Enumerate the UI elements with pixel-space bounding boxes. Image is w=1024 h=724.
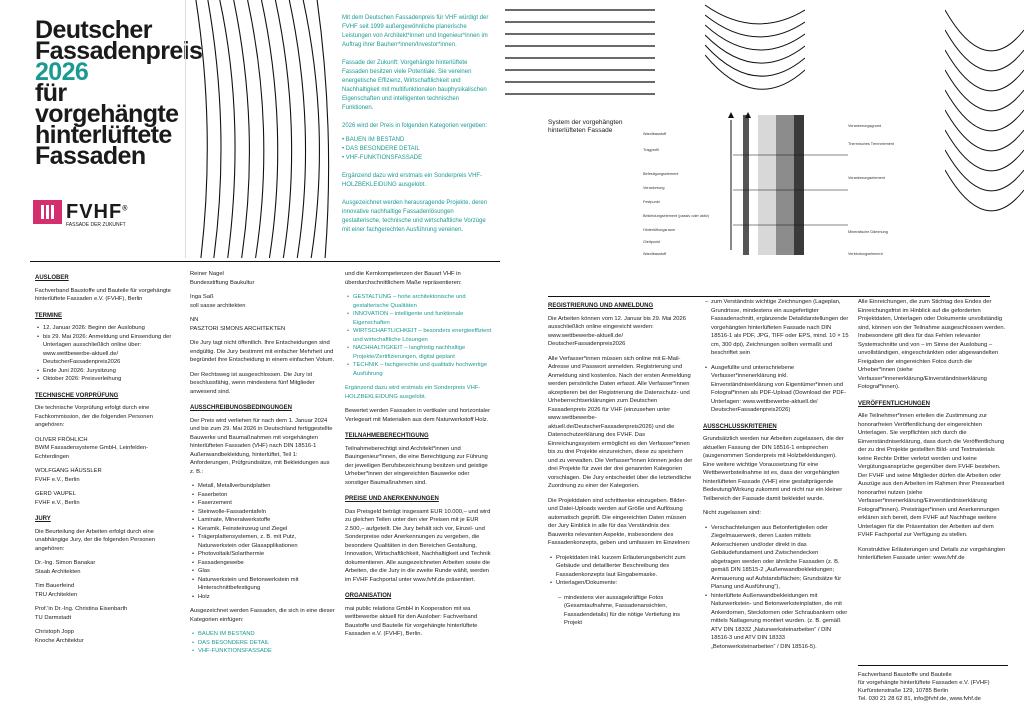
title-line: für	[35, 79, 67, 107]
list-item: – zum Verständnis wichtige Zeichnungen (Lageplan, Grundrisse, mindestens ein ausgefertigter Fassadenschnitt, ergänzende Detaildarstellungen der vorgehängten hinterlüfteten Fassade nach DIN 18516-1 als PDF, JPG, TIFF oder EPS, mind. 10 × 15 cm, 300 dpi), Zeichnungen sollten vermaßt und beschriftet sein	[703, 298, 849, 358]
paragraph: mai public relations GmbH in Kooperation mit wa wettbewerbe aktuell für den Auslober: Fachverband Baustoffe und Bauteile für vorgehängte hinterlüftete Fassaden e.V. (FVHF), Berlin.	[345, 605, 478, 637]
column-4	[548, 294, 694, 634]
title-year: 2026	[35, 58, 89, 86]
list-item: • Ende Juni 2026: Jurysitzung	[35, 367, 180, 376]
column-6	[858, 298, 1008, 569]
list-item: • 12. Januar 2026: Beginn der Auslobung	[35, 324, 180, 333]
list-item: • Faserzement	[190, 499, 335, 508]
section-heading: AUSLOBER	[35, 275, 69, 281]
list-item: • Ausgefüllte und unterschriebene Verfasser*innenerklärung inkl. Einverständniserklärung von Eigentümer*innen und Fotograf*innen als PDF-Upload (Download der PDF-Unterlagen: www.wettbewerbe-aktuell.de/ DeutscherFassadenpreis2026)	[703, 364, 849, 415]
list-item: • VHF-FUNKTIONSFASSADE	[190, 647, 335, 656]
diagram-tag: Hinterlüftungsraum	[643, 228, 676, 232]
materials-list	[190, 482, 335, 601]
paragraph: Der Preis wird verliehen für nach dem 1. Januar 2024 und bis zum 29. Mai 2026 in Deutschland fertiggestellte Bauwerke und Baumaßnahmen mit vorgehängten hinterlüfteten Fassaden (VHF) nach DIN 18516-1 Außenwandbekleidung, hinterlüftet, Teil 1: Anforderungen, Prüfgrundsätze, mit Bekleidungen aus z. B.:	[190, 417, 333, 475]
list-item: – mindestens vier aussagekräftige Fotos (Gesamtaufnahme, Fassadenansichten, Fassadendetails) für die nötige Vertiefung ins Projekt	[556, 594, 694, 628]
footer-line: Kurfürstenstraße 129, 10785 Berlin	[858, 688, 949, 694]
list-item: • Steinwolle-Fassadentafeln	[190, 508, 335, 517]
list-item: • Trägerplattensystemen, z. B. mit Putz, Naturwerkstein oder Glasapplikationen	[190, 533, 335, 550]
diagram-tag: Wandbaustoff	[643, 132, 667, 136]
diagram-tag: Bekleidungselement (passiv oder aktiv)	[643, 214, 710, 218]
intro-categories	[342, 136, 492, 163]
column-3	[345, 270, 493, 645]
list-item: • Naturwerkstein und Betonwerkstein mit Hinterschnittbefestigung	[190, 576, 335, 593]
documents-list	[703, 364, 849, 415]
paragraph: Alle Verfasser*innen müssen sich online mit E-Mail-Adresse und Passwort anmelden. Registrierung und Anmeldung sind kostenlos. Nach der ersten Anmeldung werden persönliche Daten erfasst. Alle Verfasser*innen akzeptieren bei der Registrierung die Datenschutz- und Urheberrechtserklärungen zum Deutschen Fassadenpreis 2026 für VHF (einzusehen unter www.wettbewerbe-aktuell.de/DeutscherFassadenpreis2026) und die Datenschutzerklärung des FVHF. Das Einreichungssystem ermöglicht es den Verfasser*innen bis zu drei Projekte einzureichen, diese zu speichern und zu verwalten. Die Verfasser*innen können jedes der drei Projekte für zwei der drei genannten Kategorien vorschlagen. Die Jury entscheidet über die letztendliche Zuordnung zu einer der Kategorien.	[548, 355, 693, 489]
intro-paragraph: Fassade der Zukunft: Vorgehängte hinterlüftete Fassaden besitzen viele Potentiale. Sie vereinen energetische Effizienz, Wirtschaftlichkeit und Nachhaltigkeit mit multifunktionalen bauphysikalischen Eigenschaften und intelligenten technischen Funktionen.	[342, 60, 487, 111]
section-heading: JURY	[35, 516, 51, 522]
person: Tim Bauerfeind TRU Architekten	[35, 583, 78, 598]
fvhf-logo	[33, 200, 129, 228]
exclusions-list	[703, 524, 849, 652]
diagram-tag: Befestigungselement	[643, 172, 679, 176]
paragraph: Die Beurteilung der Arbeiten erfolgt durch eine unabhängige Jury, der die folgenden Personen angehören:	[35, 528, 156, 552]
list-item: • Keramik, Feinsteinzeug und Ziegel	[190, 525, 335, 534]
page-title	[35, 16, 203, 170]
list-item: • Glas	[190, 567, 335, 576]
intro-text	[342, 14, 492, 244]
list-item: • DAS BESONDERE DETAIL	[190, 639, 335, 648]
section-heading: AUSSCHREIBUNGSBEDINGUNGEN	[190, 405, 293, 411]
person: Prof.'in Dr.-Ing. Christina Eisenbarth TU Darmstadt	[35, 606, 128, 621]
title-line: hinterlüftete	[35, 121, 172, 149]
diagram-tag: Mineralische Dämmung	[848, 230, 888, 234]
person: Inga Saß soll sasse architekten	[190, 294, 246, 309]
footer-line: für vorgehängte hinterlüftete Fassaden e.V. (FVHF)	[858, 680, 990, 686]
section-heading: TECHNISCHE VORPRÜFUNG	[35, 392, 119, 399]
person: WOLFGANG HÄUSSLER FVHF e.V., Berlin	[35, 468, 102, 483]
list-item: • VHF-FUNKTIONSFASSADE	[342, 154, 492, 163]
dates-list	[35, 324, 180, 384]
title-line: vorgehängte	[35, 100, 179, 128]
intro-paragraph: Ergänzend dazu wird erstmals ein Sonderpreis VHF-HOLZBEKLEIDUNG ausgelobt.	[342, 173, 483, 188]
sub-list	[556, 594, 694, 628]
title-line: Deutscher	[35, 16, 152, 44]
footer-line: Tel. 030 21 28 62 81, info@fvhf.de, www.fvhf.de	[858, 696, 981, 702]
list-item: • Projektdaten inkl. kurzem Erläuterungsbericht zum Gebäude und detaillierter Beschreibung des Fassadenkonzepts laut Eingabemaske.	[548, 554, 694, 580]
diagram-tag: Tragprofil	[643, 148, 659, 152]
list-item: • BAUEN IM BESTAND	[342, 136, 492, 145]
list-item: • Unterlagen/Dokumente:	[548, 579, 694, 588]
list-item: • Holz	[190, 593, 335, 602]
section-heading: TERMINE	[35, 312, 62, 319]
list-item: • Laminate, Mineralwerkstoffe	[190, 516, 335, 525]
section-heading: AUSSCHLUSSKRITERIEN	[703, 423, 777, 430]
section-heading: PREISE UND ANERKENNUNGEN	[345, 496, 439, 502]
logo-tagline: FASSADE DER ZUKUNFT	[66, 222, 126, 228]
section-heading: TEILNAHMEBERECHTIGUNG	[345, 433, 429, 439]
divider	[30, 261, 500, 262]
diagram-tag: Verankerungsgrund	[848, 124, 882, 128]
facade-section-icon	[548, 110, 888, 260]
column-1	[35, 266, 180, 651]
list-item: • WIRTSCHAFTLICHKEIT – besonders energieeffizient und wirtschaftliche Lösungen	[345, 327, 493, 344]
categories-list	[190, 630, 335, 656]
paragraph: Die Arbeiten können vom 12. Januar bis 29. Mai 2026 ausschließlich online eingereicht werden: www.wettbewerbe-aktuell.de/ DeutscherFassadenpreis2026	[548, 315, 686, 347]
paragraph: Die Jury tagt nicht öffentlich. Ihre Entscheidungen sind endgültig. Die Jury bestimmt mit einfacher Mehrheit und begründet ihre Entscheidung in einem einfachen Votum.	[190, 340, 335, 363]
intro-paragraph: Mit dem Deutschen Fassadenpreis für VHF würdigt der FVHF seit 1999 außergewöhnliche planerische Leistungen von Architekt*innen und Ingenieur*innen im Auftrag ihrer Bauherr*innen/Investor*innen.	[342, 15, 489, 48]
paragraph: Der Rechtsweg ist ausgeschlossen. Die Jury ist beschlussfähig, wenn mindestens fünf Mitglieder anwesend sind.	[190, 371, 315, 395]
list-item: • Metall, Metallverbundplatten	[190, 482, 335, 491]
paragraph: Konstruktive Erläuterungen und Details zur vorgehängten hinterlüfteten Fassade unter: www.fvhf.de	[858, 546, 1006, 561]
list-item: • Faserbeton	[190, 491, 335, 500]
diagram-tag: Verankerungselement	[848, 176, 885, 180]
paragraph: Ergänzend dazu wird erstmals ein Sonderpreis VHF-HOLZBEKLEIDUNG ausgelobt.	[345, 385, 481, 400]
paragraph: Ausgezeichnet werden Fassaden, die sich in eine dieser Kategorien einfügen:	[190, 608, 335, 623]
logo-word: FVHF®	[66, 200, 129, 223]
facade-diagram	[548, 110, 895, 260]
line-pattern-icon	[945, 0, 1024, 258]
column-2	[190, 270, 335, 662]
diagram-label: System der vorgehängten hinterlüfteten Fassade	[548, 119, 623, 134]
diagram-tag: Verankerung	[643, 186, 665, 190]
paragraph: Alle Einreichungen, die zum Stichtag des Endes der Einreichungsfrist im Hinblick auf die geforderten Projektdaten, Unterlagen oder Dokumente unvollständig sind, können von der Teilnahme ausgeschlossen werden. Insbesondere gilt dies für das Fehlen relevanter Systemschnitte und von – im Sinne der Auslobung – unvollständigen, eingeschränkten oder abgewandelten Freigaben der eingereichten Fotos durch die Urheber*innen (siehe Verfasser*innenerklärung/Einverständniserklärung Fotograf*innen).	[858, 299, 1006, 390]
person: OLIVER FRÖHLICH BWM Fassadensysteme GmbH, Leinfelden-Echterdingen	[35, 436, 149, 460]
person: NN PASZTORI SIMONS ARCHITEKTEN	[190, 317, 286, 332]
criteria-list	[345, 293, 493, 378]
list-item: • Photovoltaik/Solarthermie	[190, 550, 335, 559]
footer-line: Fachverband Baustoffe und Bauteile	[858, 672, 952, 678]
paragraph: Die technische Vorprüfung erfolgt durch eine Fachkommission, der die folgenden Personen angehören:	[35, 405, 153, 428]
title-line: Fassadenpreis	[35, 37, 203, 65]
diagram-tag: Gleitpunkt	[643, 240, 661, 244]
list-item: • Verschachtelungen aus Betonfertigteilen oder Ziegelmauerwerk, deren Lasten mittels Ankerschienen und/oder direkt in das Gebäudefundament und Zwischendecken abgetragen werden oder ähnliche Fassaden (z. B. gemäß DIN 18515-2 „Außenwandbekleidungen; Anmauerung auf Aufstandsflächen; Grundsätze für Planung und Ausführung“),	[703, 524, 849, 592]
list-item: • Fassadengewebe	[190, 559, 335, 568]
list-item: • TECHNIK – fachgerechte und qualitativ hochwertige Ausführung	[345, 361, 493, 378]
list-item: • Oktober 2026: Preisverleihung	[35, 375, 180, 384]
paragraph: Bewertet werden Fassaden in vertikaler und horizontaler Verlegeart mit Materialien aus dem Naturwerkstoff Holz.	[345, 408, 490, 423]
title-line: Fassaden	[35, 142, 146, 170]
paragraph: Das Preisgeld beträgt insgesamt EUR 10.000,– und wird zu gleichen Teilen unter den vier Preisen mit je EUR 2.500,– aufgeteilt. Die Jury behält sich vor, Einzel- und Sonderpreise oder Anerkennungen zu vergeben, die besondere Qualitäten in den Bereichen Gestaltung, Innovation, Wirtschaftlichkeit, Nachhaltigkeit und Technik dokumentieren. Alle ausgezeichneten Arbeiten sowie die Arbeiten, die die Jury in die zweite Runde wählt, werden im FVHF Fachportal unter www.fvhf.de präsentiert.	[345, 508, 491, 583]
diagram-tag: Thermisches Trennelement	[848, 142, 895, 146]
paragraph: Grundsätzlich werden nur Arbeiten zugelassen, die der aktuellen Fassung der DIN 18516-1 entsprechen (ausgenommen Sonderpreis mit Holzbekleidungen). Eine weitere wichtige Voraussetzung für eine Wettbewerbsteilnahme ist es, dass der vorgehängten hinterlüfteten Fassade (VHF) eine gestaltprägende Bedeutung/Wirkung zukommt und nicht nur ein kleiner Teilbereich der Fassade damit bekleidet wurde.	[703, 436, 844, 502]
paragraph: Teilnahmeberechtigt sind Architekt*innen und Bauingenieur*innen, die eine Berechtigung zur Führung der jeweiligen Berufsbezeichnung besitzen und geistige Urheber*innen der eingereichten Bauwerke oder sonstiger Baumaßnahmen sind.	[345, 445, 488, 486]
diagram-tag: Verbindungselement	[848, 252, 883, 256]
sub-list	[703, 298, 849, 358]
column-5	[703, 298, 849, 657]
section-heading: ORGANISATION	[345, 593, 392, 599]
list-item: • GESTALTUNG – hohe architektonische und gestalterische Qualitäten	[345, 293, 493, 310]
paragraph: Nicht zugelassen sind:	[703, 510, 762, 516]
diagram-tag: Wandbaustoff	[643, 252, 667, 256]
paragraph: und die Kernkompetenzen der Bauart VHF in überdurchschnittlichem Maße repräsentieren:	[345, 271, 462, 286]
paragraph: Fachverband Baustoffe und Bauteile für vorgehängte hinterlüftete Fassaden e.V. (FVHF), Berlin	[35, 287, 171, 302]
list-item: • bis 29. Mai 2026: Anmeldung und Einsendung der Unterlagen ausschließlich online über: www.wettbewerbe-aktuell.de/ DeutscherFassadenpreis2026	[35, 333, 180, 367]
logo-mark-icon	[33, 200, 62, 224]
list-item: • DAS BESONDERE DETAIL	[342, 145, 492, 154]
diagram-tag: Festpunkt	[643, 200, 660, 204]
section-heading: VERÖFFENTLICHUNGEN	[858, 400, 930, 407]
person: GERD VAUPEL FVHF e.V., Berlin	[35, 491, 80, 506]
person: Reiner Nagel Bundesstiftung Baukultur	[190, 271, 255, 286]
intro-paragraph: 2026 wird der Preis in folgenden Kategorien vergeben:	[342, 123, 488, 129]
list-item: • BAUEN IM BESTAND	[190, 630, 335, 639]
person: Dr.-Ing. Simon Banakar Staab Architekten	[35, 560, 96, 575]
list-item: • hinterlüftete Außenwandbekleidungen mit Naturwerkstein- und Betonwerksteinplatten, die mit Ankerdornen, Steckdornen oder Schraubankern oder mittels Natlagerung montiert wurden. (z. B. gemäß ATV DIN 18332 „Naturwerksteinarbeiten“ / DIN 18516-3 und ATV DIN 18333 „Betonwerksteinarbeiten“ / DIN 18516-5).	[703, 592, 849, 652]
paragraph: Alle Teilnehmer*innen erteilen die Zustimmung zur honorarfreien Veröffentlichung der eingereichten Unterlagen. Sie verpflichten sich durch die Einverständniserklärung, dass durch die Veröffentlichung der zu drei Projekte gestellten Bild- und Textmaterials keine Rechte Dritter verletzt werden und keine Vergütungsansprüche gegenüber dem FVHF bestehen. Der FVHF und seine Mitglieder dürfen die Arbeiten oder Auszüge aus den Arbeiten im Rahmen ihrer Pressearbeit honorarfrei nutzen (siehe Verfasser*innenerklärung/Einverständniserklärung Fotograf*innen). Preisträger*innen und Anerkennungen erklären sich bereit, dem FVHF auf Nachfrage weitere Unterlagen für die Präsentation der Arbeiten auf dem FVHF Fachportal zur Verfügung zu stellen.	[858, 413, 1005, 538]
section-heading: REGISTRIERUNG UND ANMELDUNG	[548, 303, 654, 309]
list-item: • INNOVATION – intelligente und funktionale Eigenschaften	[345, 310, 493, 327]
intro-paragraph: Ausgezeichnet werden herausragende Projekte, deren innovative nachhaltige Fassadenlösungen gestalterische, technische und wirtschaftliche Vorzüge mit einer fachgerechten Ausführung vereinen.	[342, 200, 488, 233]
documents-list	[548, 554, 694, 588]
person: Christoph Jopp Knoche Architektur	[35, 629, 84, 644]
list-item: • NACHHALTIGKEIT – langfristig nachhaltige Projekte/Zertifizierungen, digital geplant	[345, 344, 493, 361]
line-pattern-icon	[185, 0, 335, 258]
paragraph: Die Projektdaten sind schrittweise einzugeben. Bilder- und Datei-Uploads werden auf Größe und Auflösung automatisch geprüft. Die eingereichten Daten müssen der Jury Einblick in alle für das Verständnis des Bauwerks relevanten Aspekte, insbesondere des Fassadenkonzepts, geben und umfassen im Einzelnen:	[548, 497, 691, 546]
footer-address	[858, 665, 1008, 703]
